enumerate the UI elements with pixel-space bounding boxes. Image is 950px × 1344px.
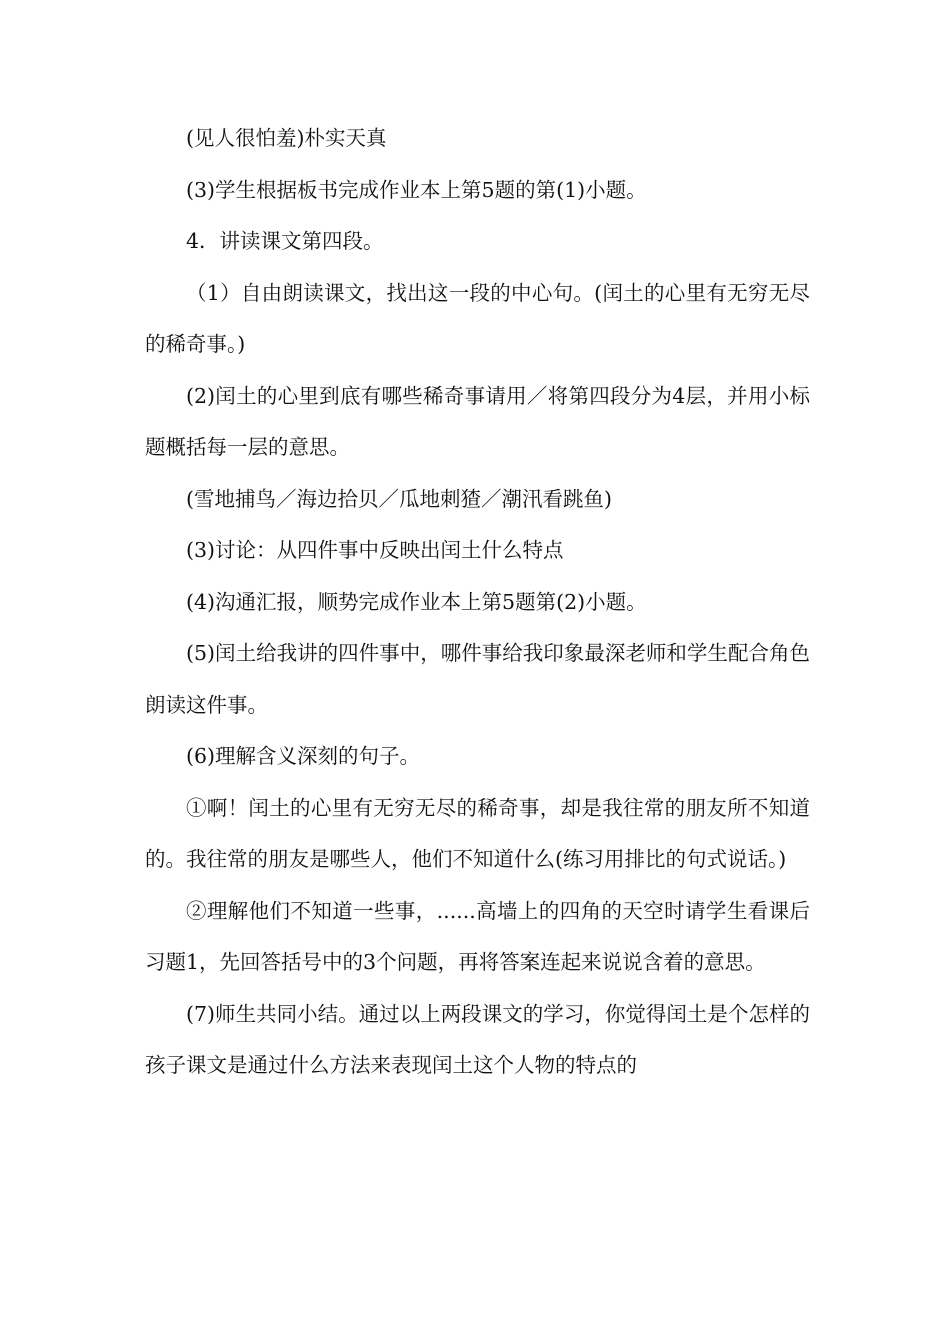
document-body xyxy=(145,113,810,1092)
paragraph: (3)学生根据板书完成作业本上第5题的第(1)小题。 xyxy=(186,177,647,202)
paragraph: ②理解他们不知道一些事，......高墙上的四角的天空时请学生看课后习题1，先回答括号中的3个问题，再将答案连起来说说含着的意思。 xyxy=(145,898,810,974)
paragraph: (5)闰土给我讲的四件事中，哪件事给我印象最深老师和学生配合角色朗读这件事。 xyxy=(145,641,810,717)
paragraph: (4)沟通汇报，顺势完成作业本上第5题第(2)小题。 xyxy=(186,589,647,614)
paragraph: ①啊！闰土的心里有无穷无尽的稀奇事，却是我往常的朋友所不知道的。我往常的朋友是哪些人，他们不知道什么(练习用排比的句式说话。) xyxy=(145,795,810,871)
paragraph: (见人很怕羞)朴实天真 xyxy=(186,126,387,150)
paragraph: (7)师生共同小结。通过以上两段课文的学习，你觉得闰土是个怎样的孩子课文是通过什么方法来表现闰土这个人物的特点的 xyxy=(145,1001,810,1077)
paragraph: (2)闰土的心里到底有哪些稀奇事请用／将第四段分为4层，并用小标题概括每一层的意思。 xyxy=(145,383,810,459)
paragraph: 4．讲读课文第四段。 xyxy=(186,229,384,253)
paragraph: (3)讨论：从四件事中反映出闰土什么特点 xyxy=(186,538,564,562)
paragraph: （1）自由朗读课文，找出这一段的中心句。(闰土的心里有无穷无尽的稀奇事。) xyxy=(145,280,810,356)
paragraph: (雪地捕鸟／海边拾贝／瓜地刺猹／潮汛看跳鱼) xyxy=(186,486,612,511)
paragraph: (6)理解含义深刻的句子。 xyxy=(186,744,421,768)
